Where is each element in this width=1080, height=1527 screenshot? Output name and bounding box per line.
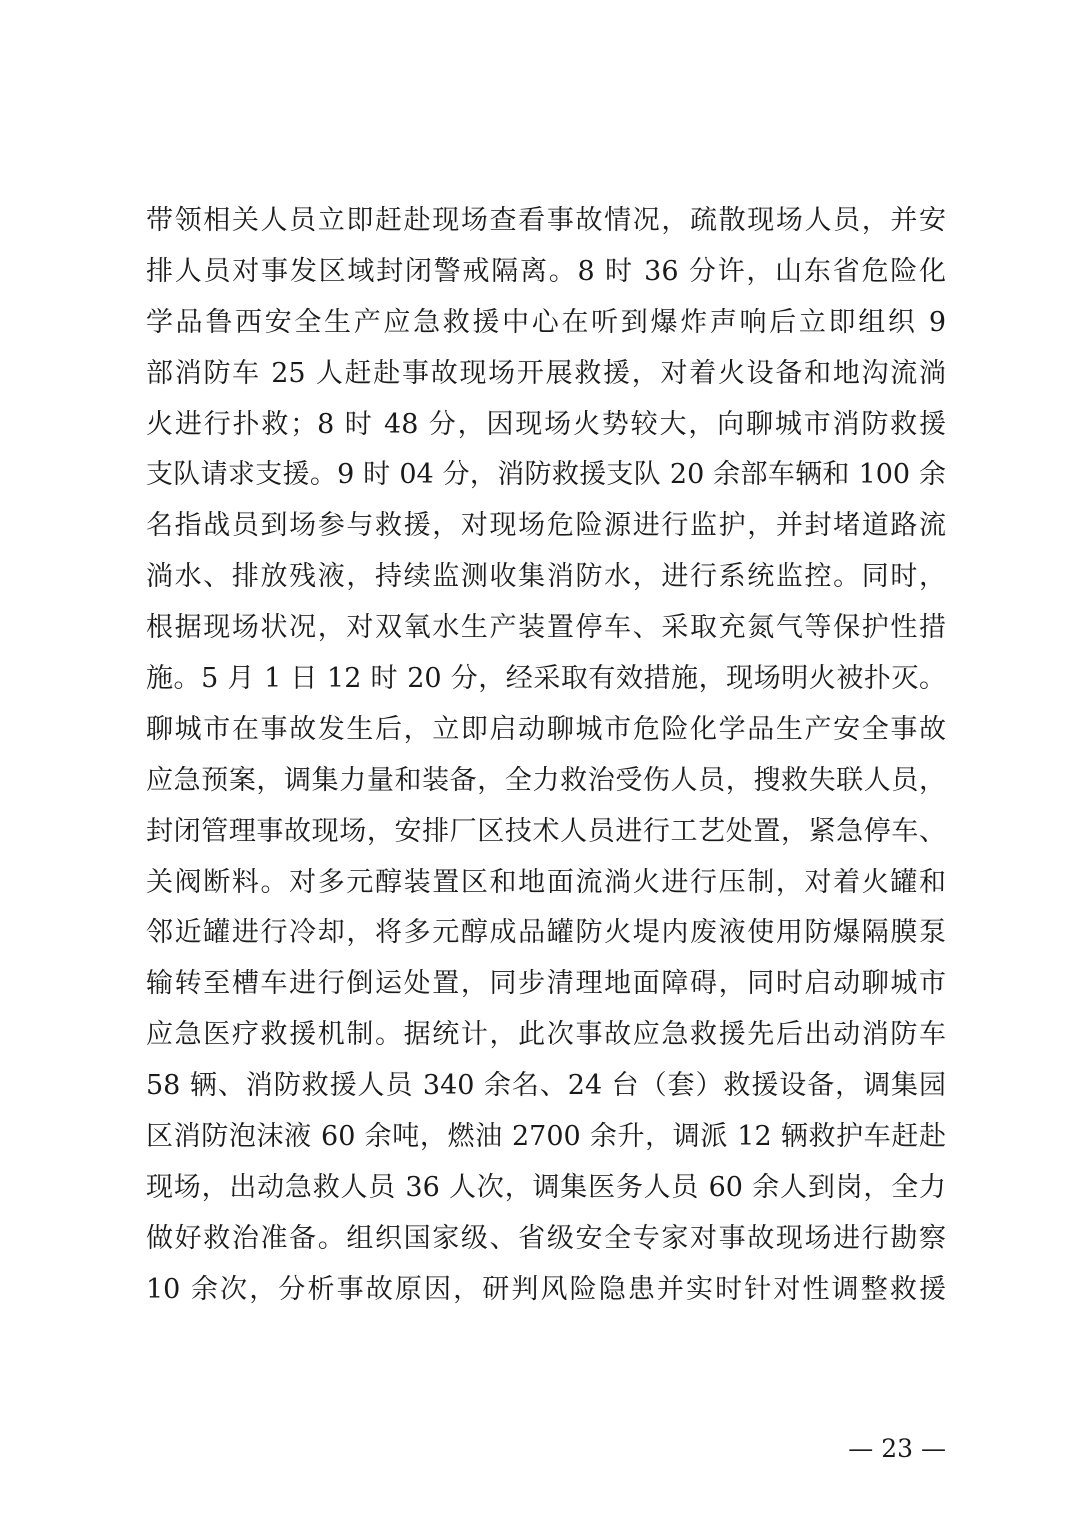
text-line: 施。5 月 1 日 12 时 20 分，经采取有效措施，现场明火被扑灭。: [146, 663, 946, 695]
text-line: 输转至槽车进行倒运处置，同步清理地面障碍，同时启动聊城市: [146, 968, 946, 1000]
text-line: 火进行扑救；8 时 48 分，因现场火势较大，向聊城市消防救援: [146, 408, 946, 440]
text-line: 做好救治准备。组织国家级、省级安全专家对事故现场进行勘察: [146, 1222, 946, 1254]
text-line: 名指战员到场参与救援，对现场危险源进行监护，并封堵道路流: [146, 510, 946, 542]
body-text: [146, 196, 946, 1316]
text-line: 现场，出动急救人员 36 人次，调集医务人员 60 余人到岗，全力: [146, 1171, 946, 1203]
text-line: 应急预案，调集力量和装备，全力救治受伤人员，搜救失联人员，: [146, 764, 946, 796]
text-line: 封闭管理事故现场，安排厂区技术人员进行工艺处置，紧急停车、: [146, 815, 946, 847]
text-line: 聊城市在事故发生后，立即启动聊城市危险化学品生产安全事故: [146, 713, 946, 745]
text-line: 邻近罐进行冷却，将多元醇成品罐防火堤内废液使用防爆隔膜泵: [146, 917, 946, 949]
text-line: 区消防泡沫液 60 余吨，燃油 2700 余升，调派 12 辆救护车赶赴: [146, 1121, 946, 1153]
text-line: 应急医疗救援机制。据统计，此次事故应急救援先后出动消防车: [146, 1019, 946, 1051]
text-line: 支队请求支援。9 时 04 分，消防救援支队 20 余部车辆和 100 余: [146, 459, 946, 491]
text-line: 淌水、排放残液，持续监测收集消防水，进行系统监控。同时，: [146, 561, 946, 593]
page-number: — 23 —: [848, 1434, 946, 1463]
text-line: 学品鲁西安全生产应急救援中心在听到爆炸声响后立即组织 9: [146, 306, 946, 338]
text-line: 58 辆、消防救援人员 340 余名、24 台（套）救援设备，调集园: [146, 1070, 946, 1102]
text-line: 带领相关人员立即赶赴现场查看事故情况，疏散现场人员，并安: [146, 205, 946, 236]
text-line: 排人员对事发区域封闭警戒隔离。8 时 36 分许，山东省危险化: [146, 255, 946, 287]
text-line: 10 余次，分析事故原因，研判风险隐患并实时针对性调整救援: [146, 1273, 946, 1305]
text-line: 部消防车 25 人赶赴事故现场开展救援，对着火设备和地沟流淌: [146, 357, 946, 389]
text-line: 根据现场状况，对双氧水生产装置停车、采取充氮气等保护性措: [146, 612, 946, 644]
text-line: 关阀断料。对多元醇装置区和地面流淌火进行压制，对着火罐和: [146, 866, 946, 898]
